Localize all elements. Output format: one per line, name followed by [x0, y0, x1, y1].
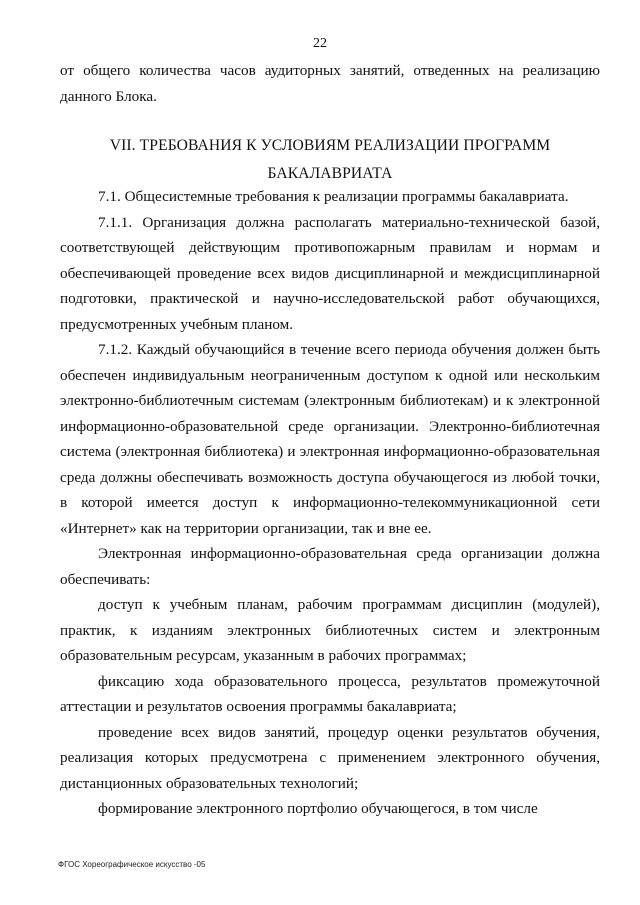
paragraph-portfolio: формирование электронного портфолио обучающегося, в том числе — [98, 800, 538, 817]
main-text — [60, 184, 600, 822]
paragraph-7-1: 7.1. Общесистемные требования к реализации программы бакалавриата. — [98, 188, 569, 205]
paragraph-7-1-2: 7.1.2. Каждый обучающийся в течение всего периода обучения должен быть обеспечен индивидуальным неограниченным доступом к одной или нескольким электронно-библиотечным системам (электронным библиотекам) и к электронной информационно-образовательной среде организации. Электронно-библиотечная система (электронная библиотека) и электронная информационно-образовательная среда должны обеспечивать возможность доступа обучающегося из любой точки, в которой имеется доступ к информационно-телекоммуникационной сети «Интернет» как на территории организации, так и вне ее. — [60, 341, 600, 537]
paragraph-7-1-1: 7.1.1. Организация должна располагать материально-технической базой, соответствующей действующим противопожарным правилам и нормам и обеспечивающей проведение всех видов дисциплинарной и междисциплинарной подготовки, практической и научно-исследовательской работ обучающихся, предусмотренных учебным планом. — [60, 213, 600, 333]
paragraph-conduct: проведение всех видов занятий, процедур оценки результатов обучения, реализация которых предусмотрена с применением электронного обучения, дистанционных образовательных технологий; — [60, 723, 600, 792]
paragraph-fixation: фиксацию хода образовательного процесса, результатов промежуточной аттестации и результатов освоения программы бакалавриата; — [60, 672, 600, 715]
paragraph-environment: Электронная информационно-образовательная среда организации должна обеспечивать: — [60, 545, 600, 588]
footer-label: ФГОС Хореографическое искусство -05 — [58, 860, 206, 869]
section-heading-line-2: БАКАЛАВРИАТА — [267, 165, 393, 182]
section-heading — [60, 132, 600, 188]
page-number: 22 — [313, 36, 327, 51]
continuation-text — [60, 58, 600, 109]
continuation-paragraph: от общего количества часов аудиторных занятий, отведенных на реализацию данного Блока. — [60, 62, 600, 105]
paragraph-access: доступ к учебным планам, рабочим программам дисциплин (модулей), практик, к изданиям электронных библиотечных систем и электронным образовательным ресурсам, указанным в рабочих программах; — [60, 596, 600, 664]
section-heading-line-1: VII. ТРЕБОВАНИЯ К УСЛОВИЯМ РЕАЛИЗАЦИИ ПРОГРАММ — [109, 137, 551, 154]
